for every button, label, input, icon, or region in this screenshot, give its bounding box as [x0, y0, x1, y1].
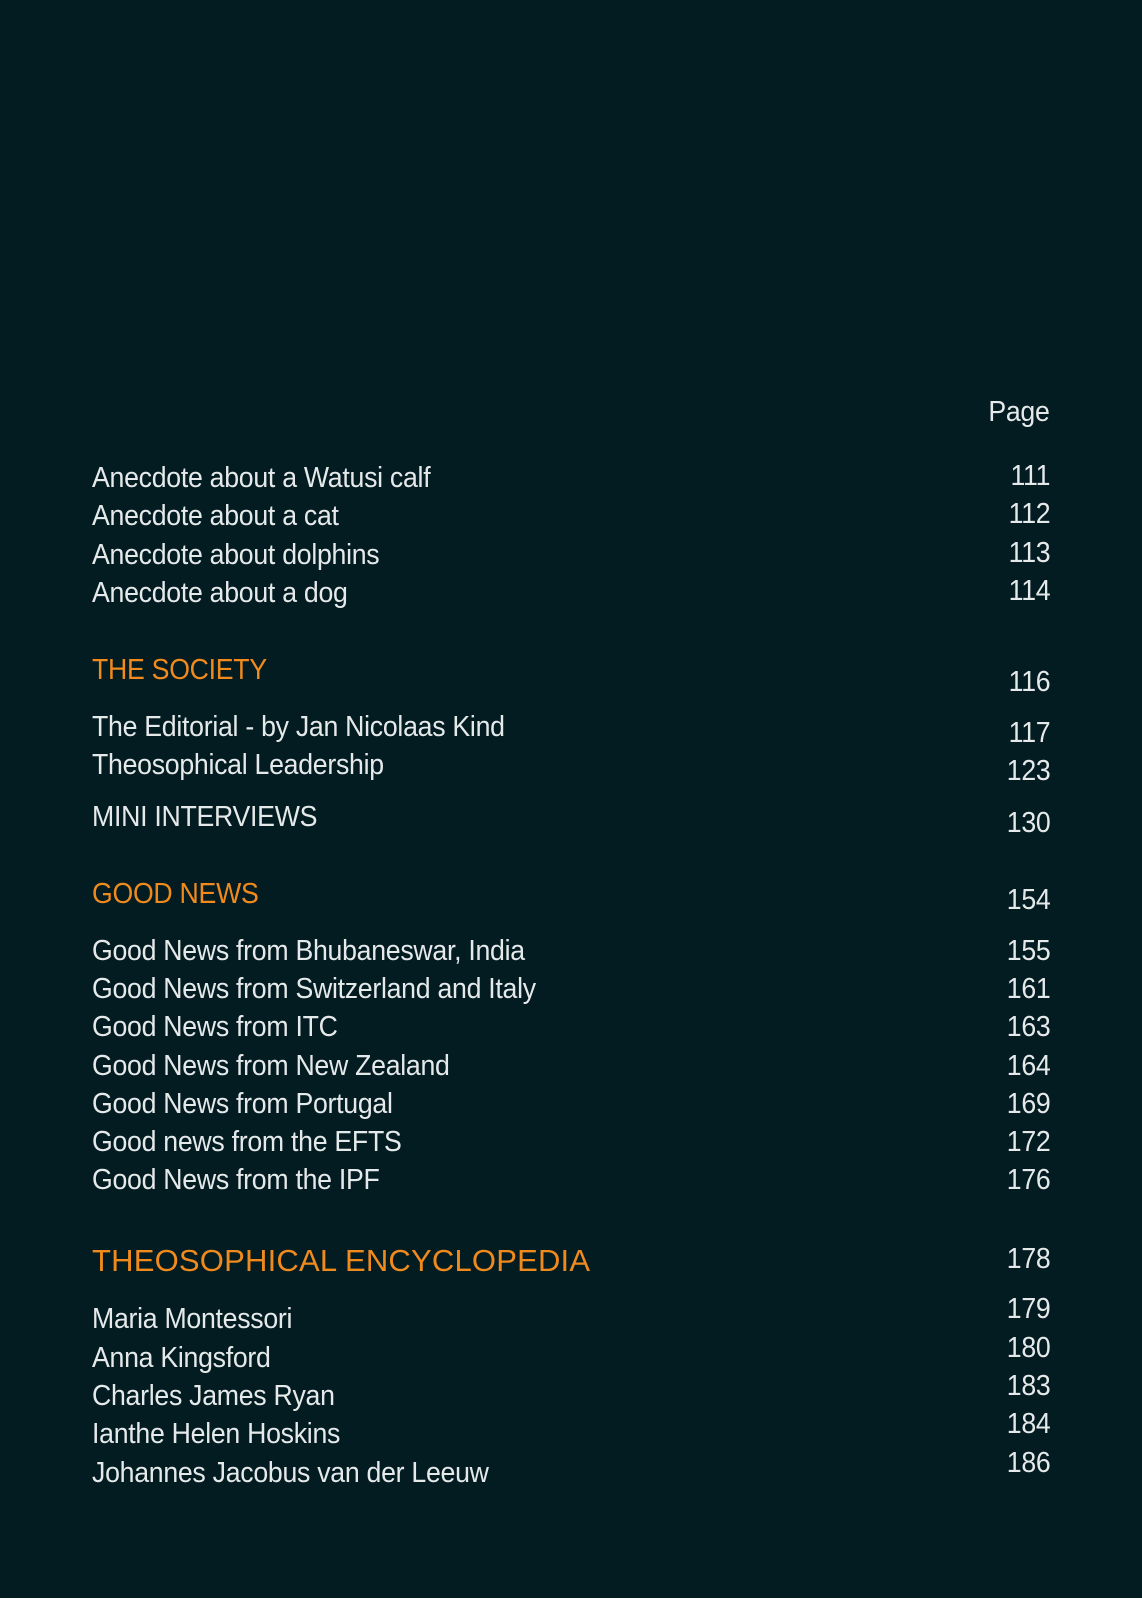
- toc-entry-page: 161: [1006, 973, 1050, 1005]
- toc-entry-page: 176: [1006, 1164, 1050, 1196]
- toc-entry-title: Good news from the EFTS: [92, 1126, 402, 1158]
- toc-entry-title: Good News from Bhubaneswar, India: [92, 935, 525, 967]
- toc-entry-page: 112: [1008, 498, 1050, 530]
- toc-entry-page: 117: [1008, 717, 1050, 749]
- toc-section-page: 116: [1008, 666, 1050, 698]
- toc-entry-title: Theosophical Leadership: [92, 749, 384, 781]
- toc-entry-page: 169: [1006, 1088, 1050, 1120]
- toc-entry-title: Ianthe Helen Hoskins: [92, 1418, 341, 1450]
- toc-entry-title: Johannes Jacobus van der Leeuw: [92, 1457, 489, 1489]
- page-column-label: Page: [988, 396, 1050, 428]
- toc-entry-page: 180: [1006, 1332, 1050, 1364]
- toc-entry-page: 179: [1006, 1293, 1050, 1325]
- toc-entry-page: 172: [1006, 1126, 1050, 1158]
- toc-entry-page: 123: [1006, 755, 1050, 787]
- toc-entry-page: 164: [1006, 1050, 1050, 1082]
- toc-entry-page: 130: [1006, 807, 1050, 839]
- toc-entry-page: 186: [1006, 1447, 1050, 1479]
- toc-entry-title: Charles James Ryan: [92, 1380, 335, 1412]
- toc-entry-title: Good News from Switzerland and Italy: [92, 973, 536, 1005]
- toc-section-page: 178: [1006, 1243, 1050, 1275]
- toc-entry-title: MINI INTERVIEWS: [92, 801, 318, 833]
- toc-entry-page: 113: [1008, 537, 1050, 569]
- toc-entry-title: Anecdote about a dog: [92, 577, 348, 609]
- toc-entry-page: 155: [1006, 935, 1050, 967]
- toc-section-heading: THEOSOPHICAL ENCYCLOPEDIA: [92, 1243, 591, 1278]
- toc-entry-page: 114: [1008, 575, 1050, 607]
- toc-entry-title: Anecdote about a cat: [92, 500, 339, 532]
- toc-entry-title: Good News from the IPF: [92, 1164, 380, 1196]
- toc-section-page: 154: [1006, 884, 1050, 916]
- toc-entry-title: Good News from ITC: [92, 1011, 338, 1043]
- toc-entry-title: The Editorial - by Jan Nicolaas Kind: [92, 711, 505, 743]
- toc-entry-page: 163: [1006, 1011, 1050, 1043]
- toc-entry-page: 111: [1010, 460, 1050, 492]
- toc-entry-title: Maria Montessori: [92, 1303, 293, 1335]
- toc-entry-title: Anecdote about dolphins: [92, 539, 380, 571]
- toc-entry-title: Good News from New Zealand: [92, 1050, 450, 1082]
- toc-entry-page: 184: [1006, 1408, 1050, 1440]
- toc-entry-title: Anna Kingsford: [92, 1342, 271, 1374]
- toc-section-heading: THE SOCIETY: [92, 654, 267, 686]
- toc-section-heading: GOOD NEWS: [92, 878, 259, 910]
- toc-entry-title: Anecdote about a Watusi calf: [92, 462, 431, 494]
- toc-entry-page: 183: [1006, 1370, 1050, 1402]
- toc-entry-title: Good News from Portugal: [92, 1088, 393, 1120]
